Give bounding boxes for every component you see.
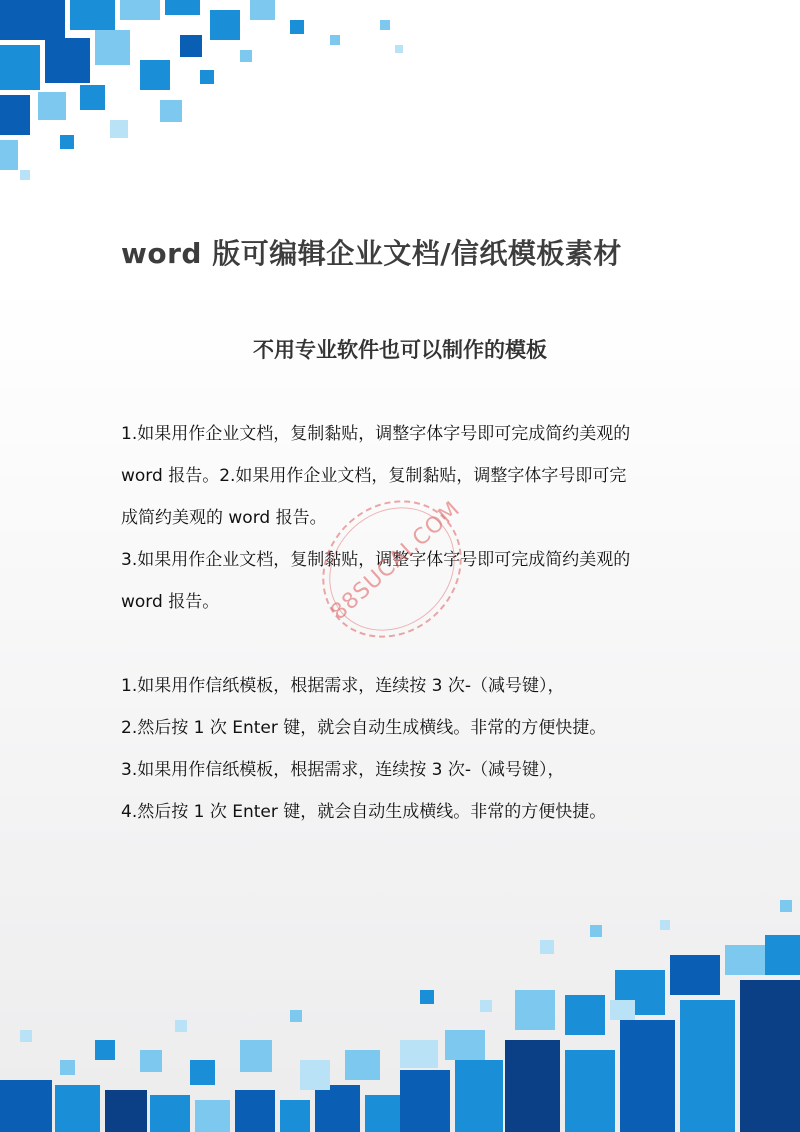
- paragraph-line: 成简约美观的 word 报告。: [121, 508, 327, 528]
- paragraph-line: 3.如果用作企业文档，复制黏贴，调整字体字号即可完成简约美观的: [121, 550, 631, 570]
- paragraph-line: 1.如果用作信纸模板，根据需求，连续按 3 次-（减号键），: [121, 676, 565, 696]
- paragraph-line: 4.然后按 1 次 Enter 键，就会自动生成横线。非常的方便快捷。: [121, 802, 607, 822]
- top-left-squares: [0, 0, 403, 180]
- paragraph-line: 2.然后按 1 次 Enter 键，就会自动生成横线。非常的方便快捷。: [121, 718, 607, 738]
- paragraph-line: 3.如果用作信纸模板，根据需求，连续按 3 次-（减号键），: [121, 760, 565, 780]
- bottom-squares: [0, 900, 800, 1132]
- paragraph-letter-usage: [121, 665, 701, 833]
- paragraph-line: word 报告。2.如果用作企业文档，复制黏贴，调整字体字号即可完: [121, 466, 627, 486]
- paragraph-line: word 报告。: [121, 592, 220, 612]
- document-subtitle: 不用专业软件也可以制作的模板: [253, 338, 547, 362]
- paragraph-line: 1.如果用作企业文档，复制黏贴，调整字体字号即可完成简约美观的: [121, 424, 631, 444]
- document-title: word 版可编辑企业文档/信纸模板素材: [121, 237, 622, 270]
- stamp-text: 88SUCAI.COM: [326, 496, 466, 626]
